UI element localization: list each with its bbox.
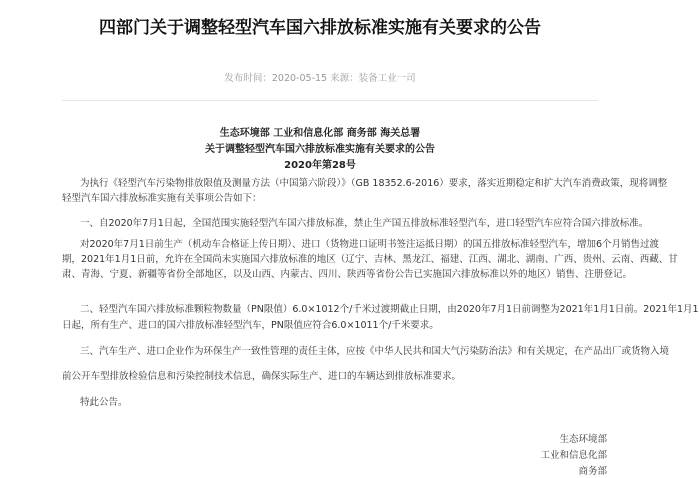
- paragraph-line: 日起，所有生产、进口的国六排放标准轻型汽车，PN限值应符合6.0×1011个/千米要求。: [62, 320, 439, 331]
- paragraph-line: 特此公告。: [80, 397, 128, 408]
- signature-line: 商务部: [578, 466, 607, 477]
- paragraph-line: 为执行《轻型汽车污染物排放限值及测量方法（中国第六阶段）》（GB 18352.6-2016）要求，落实近期稳定和扩大汽车消费政策，现将调整: [80, 178, 668, 189]
- paragraph-line: 期，2021年1月1日前，允许在全国尚未实施国六排放标准的地区（辽宁、吉林、黑龙江、福建、江西、湖北、湖南、广西、贵州、云南、西藏、甘: [62, 254, 678, 265]
- paragraph-line: 肃、青海、宁夏、新疆等省份全部地区，以及山西、内蒙古、四川、陕西等省份公告已实施国六排放标准以外的地区）销售、注册登记。: [62, 269, 633, 280]
- doc-title: 关于调整轻型汽车国六排放标准实施有关要求的公告: [205, 144, 435, 155]
- issuers: 生态环境部 工业和信息化部 商务部 海关总署: [219, 128, 421, 139]
- publish-meta: 发布时间：2020-05-15 来源：装备工业一司: [224, 73, 416, 84]
- paragraph-line: 轻型汽车国六排放标准实施有关事项公告如下：: [62, 193, 262, 204]
- divider: [62, 100, 598, 101]
- paragraph-line: 二、轻型汽车国六排放标准颗粒物数量（PN限值）6.0×1012个/千米过渡期截止日期，由2020年7月1日前调整为2021年1月1日前。2021年1月1: [80, 304, 699, 315]
- paragraph-line: 对2020年7月1日前生产（机动车合格证上传日期）、进口（货物进口证明书签注运抵日期）的国五排放标准轻型汽车，增加6个月销售过渡: [80, 239, 660, 250]
- paragraph-line: 前公开车型排放检验信息和污染控制技术信息，确保实际生产、进口的车辆达到排放标准要求。: [62, 371, 462, 382]
- signature-line: 生态环境部: [559, 434, 607, 445]
- page-title: 四部门关于调整轻型汽车国六排放标准实施有关要求的公告: [99, 18, 541, 38]
- doc-number: 2020年第28号: [284, 160, 356, 171]
- signature-line: 工业和信息化部: [540, 450, 607, 461]
- paragraph-line: 三、汽车生产、进口企业作为环保生产一致性管理的责任主体，应按《中华人民共和国大气污染防治法》和有关规定，在产品出厂或货物入境: [80, 346, 670, 357]
- paragraph-line: 一、自2020年7月1日起，全国范围实施轻型汽车国六排放标准，禁止生产国五排放标准轻型汽车，进口轻型汽车应符合国六排放标准。: [80, 218, 649, 229]
